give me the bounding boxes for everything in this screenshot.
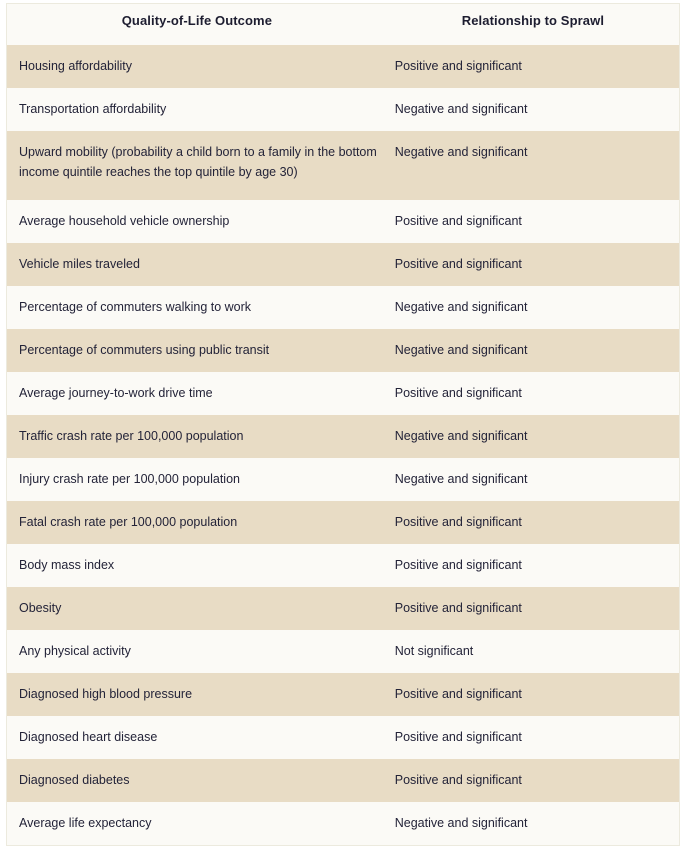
cell-relation: Negative and significant	[387, 458, 680, 501]
cell-relation: Positive and significant	[387, 716, 680, 759]
table-row	[7, 673, 680, 716]
table-row	[7, 415, 680, 458]
table-row	[7, 45, 680, 88]
cell-outcome: Vehicle miles traveled	[7, 243, 387, 286]
cell-relation: Positive and significant	[387, 759, 680, 802]
cell-relation: Negative and significant	[387, 131, 680, 200]
cell-outcome: Average journey-to-work drive time	[7, 372, 387, 415]
column-header-relation: Relationship to Sprawl	[387, 4, 680, 46]
cell-relation: Positive and significant	[387, 544, 680, 587]
cell-outcome: Housing affordability	[7, 45, 387, 88]
cell-outcome: Percentage of commuters using public transit	[7, 329, 387, 372]
cell-outcome: Transportation affordability	[7, 88, 387, 131]
table-body	[7, 45, 680, 846]
table-row	[7, 716, 680, 759]
table-row	[7, 243, 680, 286]
cell-outcome: Fatal crash rate per 100,000 population	[7, 501, 387, 544]
cell-outcome: Percentage of commuters walking to work	[7, 286, 387, 329]
cell-outcome: Upward mobility (probability a child born to a family in the bottom income quintile reaches the top quintile by age 30)	[7, 131, 387, 200]
table-header	[7, 4, 680, 46]
cell-outcome: Diagnosed high blood pressure	[7, 673, 387, 716]
table-row	[7, 286, 680, 329]
cell-relation: Positive and significant	[387, 243, 680, 286]
cell-relation: Positive and significant	[387, 587, 680, 630]
cell-outcome: Injury crash rate per 100,000 population	[7, 458, 387, 501]
cell-outcome: Diagnosed diabetes	[7, 759, 387, 802]
table-row	[7, 630, 680, 673]
table-header-row	[7, 4, 680, 46]
table-row	[7, 587, 680, 630]
cell-relation: Negative and significant	[387, 415, 680, 458]
cell-relation: Not significant	[387, 630, 680, 673]
table-row	[7, 88, 680, 131]
table-row	[7, 458, 680, 501]
cell-relation: Negative and significant	[387, 802, 680, 846]
table-row	[7, 802, 680, 846]
cell-relation: Positive and significant	[387, 200, 680, 243]
cell-outcome: Traffic crash rate per 100,000 population	[7, 415, 387, 458]
cell-relation: Positive and significant	[387, 372, 680, 415]
table-row	[7, 501, 680, 544]
cell-outcome: Any physical activity	[7, 630, 387, 673]
cell-outcome: Average household vehicle ownership	[7, 200, 387, 243]
table-row	[7, 759, 680, 802]
table-row	[7, 329, 680, 372]
table-row	[7, 372, 680, 415]
quality-of-life-outcomes-table	[6, 3, 680, 846]
table-row	[7, 544, 680, 587]
cell-relation: Negative and significant	[387, 286, 680, 329]
table-row	[7, 131, 680, 200]
cell-outcome: Body mass index	[7, 544, 387, 587]
column-header-outcome: Quality-of-Life Outcome	[7, 4, 387, 46]
cell-relation: Negative and significant	[387, 329, 680, 372]
cell-relation: Positive and significant	[387, 673, 680, 716]
cell-relation: Positive and significant	[387, 501, 680, 544]
table-row	[7, 200, 680, 243]
cell-outcome: Average life expectancy	[7, 802, 387, 846]
cell-relation: Positive and significant	[387, 45, 680, 88]
cell-relation: Negative and significant	[387, 88, 680, 131]
cell-outcome: Obesity	[7, 587, 387, 630]
cell-outcome: Diagnosed heart disease	[7, 716, 387, 759]
